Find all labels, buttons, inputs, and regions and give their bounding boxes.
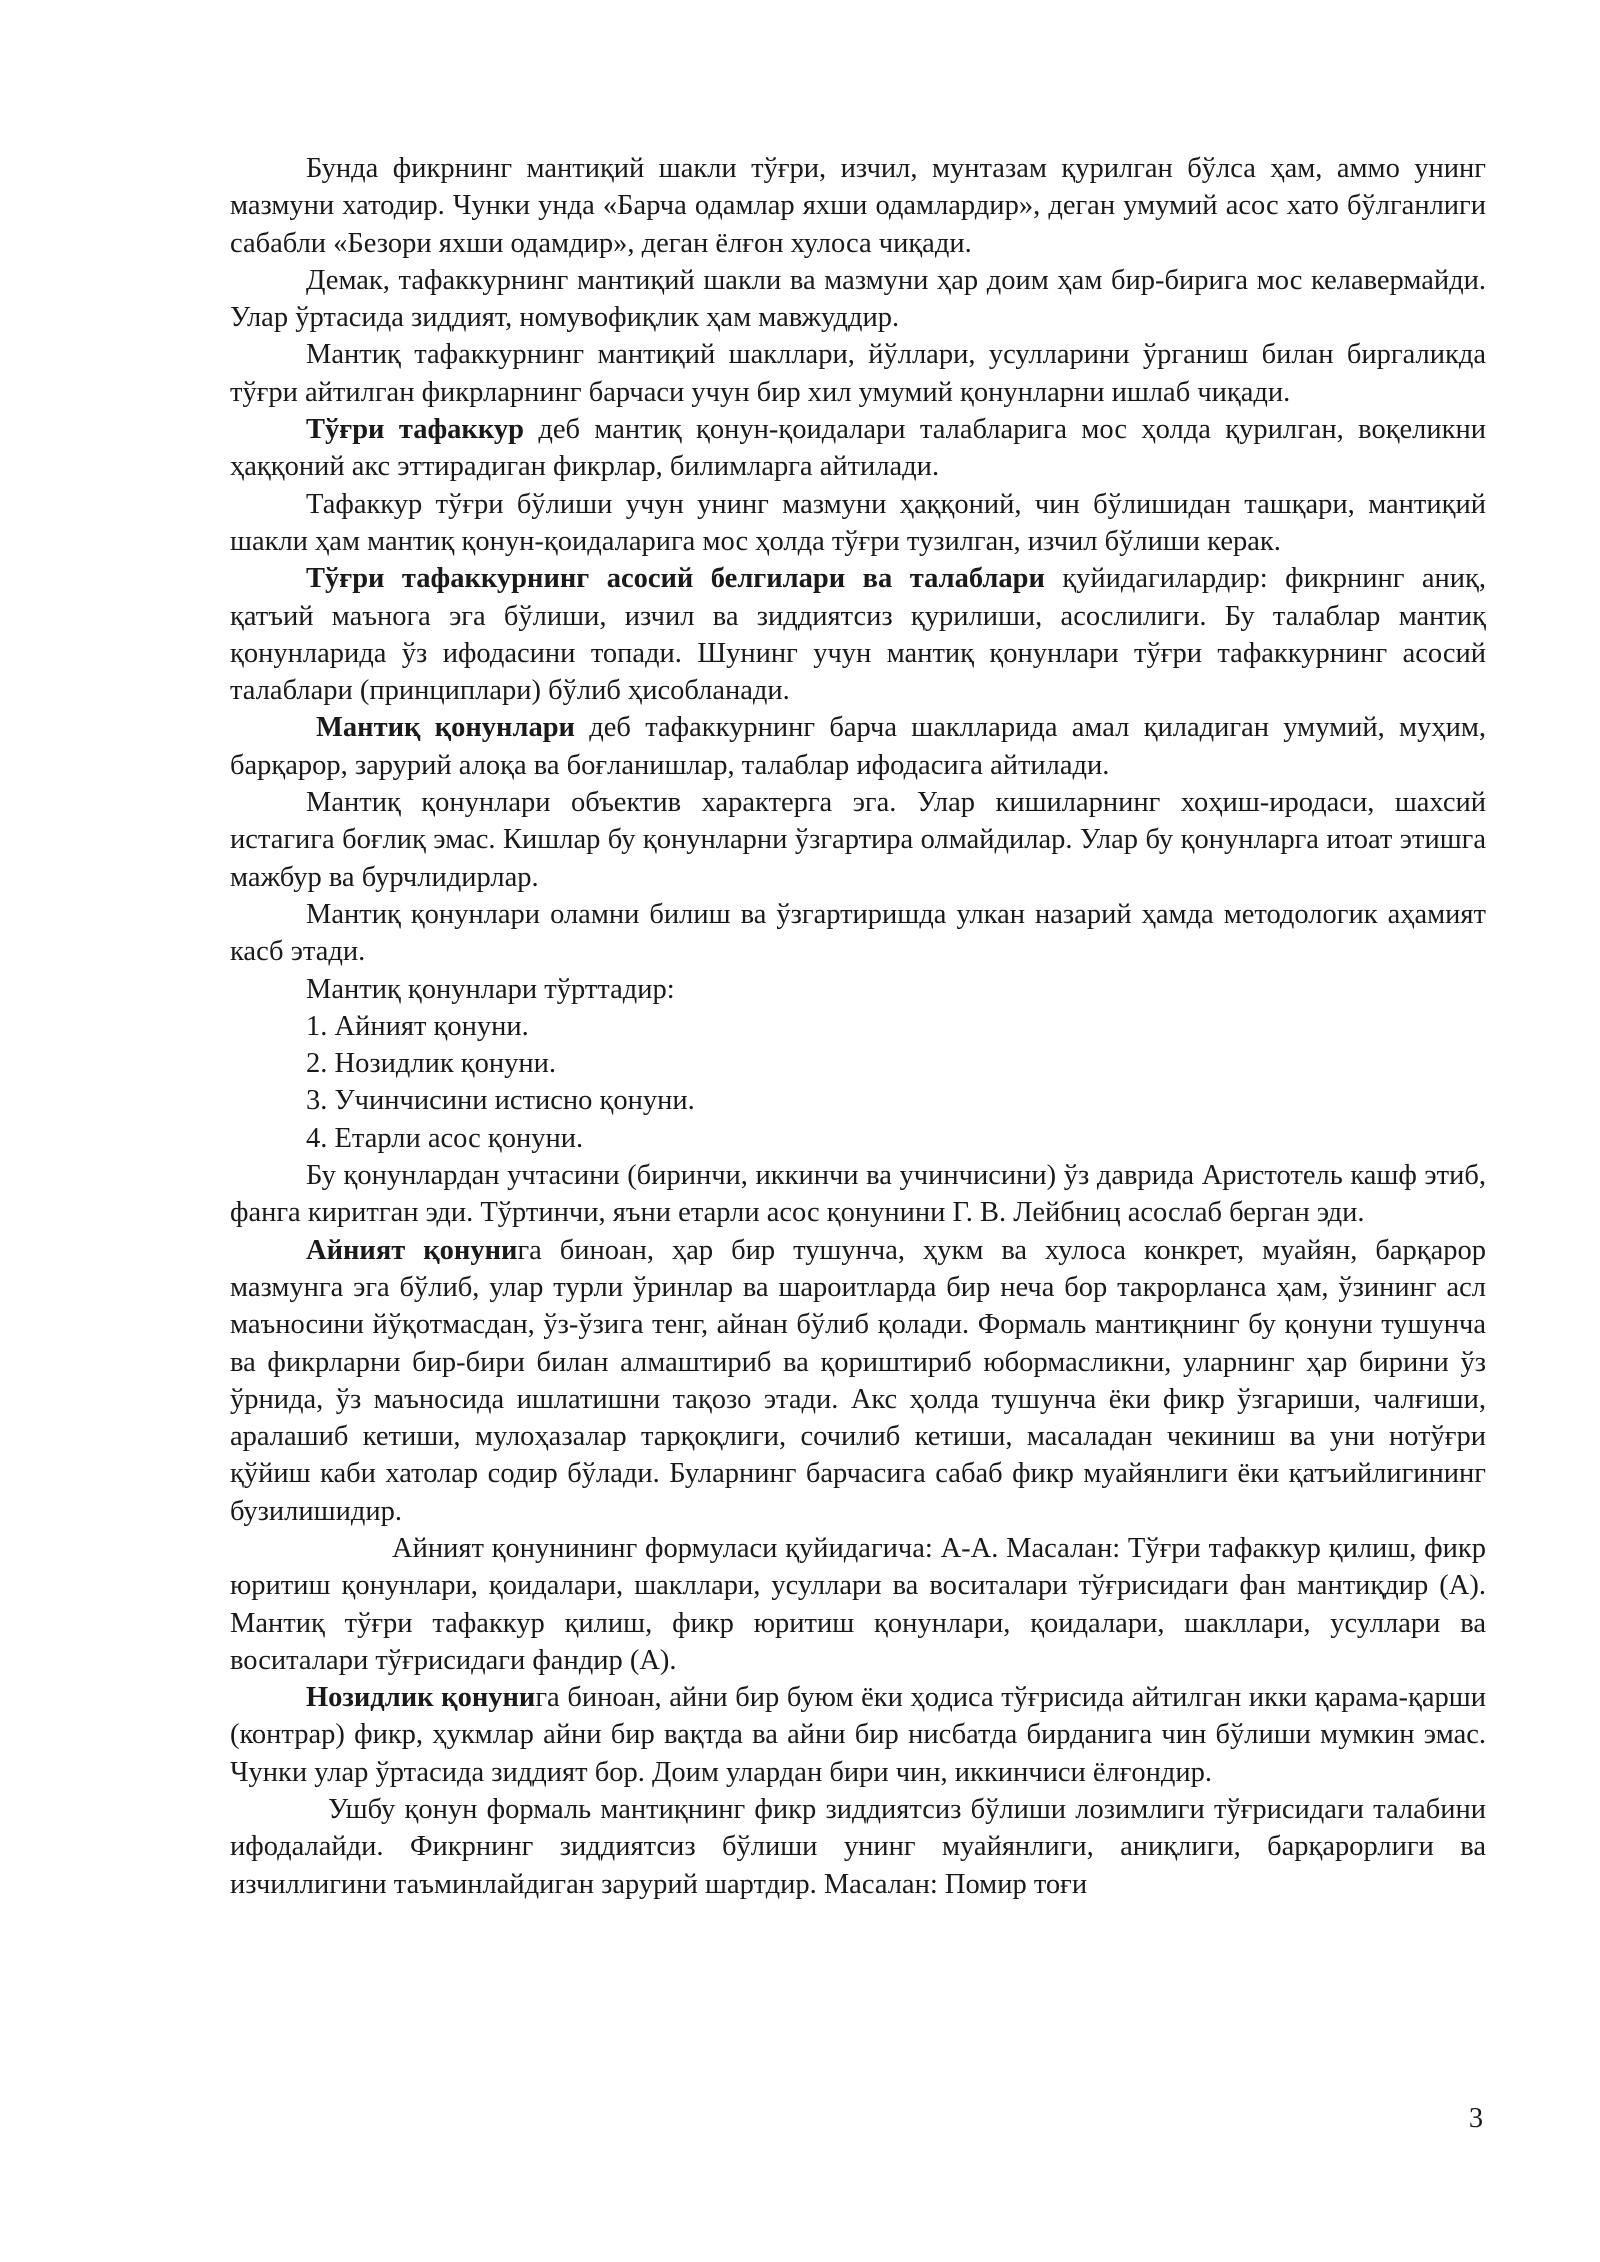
bold-term: Нозидлик қонуни: [306, 1682, 536, 1714]
paragraph: Бу қонунлардан учтасини (биринчи, иккинчи ва учинчисини) ўз даврида Аристотель кашф этиб, фанга киритган эди. Тўртинчи, яъни етарли асос қонунини Г. В. Лейбниц асослаб берган эди.: [230, 1160, 1486, 1229]
paragraph-text: га биноан, ҳар бир тушунча, ҳукм ва хулоса конкрет, муайян, барқарор мазмунга эга бўлиб, улар турли ўринлар ва шароитларда бир неча бор такрорланса ҳам, ўзининг асл маъносини йўқотмасдан, ўз-ўзига тенг, айнан бўлиб қолади. Формаль мантиқнинг бу қонуни тушунча ва фикрларни бир-бири билан алмаштириб ва қориштириб юбормасликни, уларнинг ҳар бирини ўз ўрнида, ўз маъносида ишлатишни тақозо этади. Акс ҳолда тушунча ёки фикр ўзгариши, чалғиши, аралашиб кетиши, мулоҳазалар тарқоқлиги, сочилиб кетиши, масаладан чекиниш ва уни нотўғри қўйиш каби хатолар содир бўлади. Буларнинг барчасига сабаб фикр муайянлиги ёки қатъийлигининг бузилишидир.: [230, 1234, 1486, 1527]
paragraph: [230, 560, 1486, 709]
paragraph: Бунда фикрнинг мантиқий шакли тўғри, изчил, мунтазам қурилган бўлса ҳам, аммо унинг мазмуни хатодир. Чунки унда «Барча одамлар яхши одамлардир», деган умумий асос хато бўлганлиги сабабли «Безори яхши одамдир», деган ёлғон хулоса чиқади.: [230, 153, 1486, 259]
paragraph-text: деб тафаккурнинг барча шаклларида амал қиладиган умумий, муҳим, барқарор, зарурий алоқа ва боғланишлар, талаблар ифодасига айтилади.: [230, 712, 1486, 781]
paragraph: Мантиқ тафаккурнинг мантиқий шакллари, йўллари, усулларини ўрганиш билан биргаликда тўғри айтилган фикрларнинг барчаси учун бир хил умумий қонунларни ишлаб чиқади.: [230, 339, 1486, 408]
list-item: 4. Етарли асос қонуни.: [306, 1122, 584, 1154]
document-page: [230, 150, 1486, 1903]
paragraph: Тафаккур тўғри бўлиши учун унинг мазмуни ҳаққоний, чин бўлишидан ташқари, мантиқий шакли ҳам мантиқ қонун-қоидаларига мос ҳолда тўғри тузилган, изчил бўлиши керак.: [230, 488, 1486, 557]
paragraph: Ушбу қонун формаль мантиқнинг фикр зиддиятсиз бўлиши лозимлиги тўғрисидаги талабини ифодалайди. Фикрнинг зиддиятсиз бўлиши унинг муайянлиги, аниқлиги, барқарорлиги ва изчиллигини таъминлайдиган зарурий шартдир. Масалан: Помир тоғи: [230, 1794, 1486, 1900]
list-item: 3. Учинчисини истисно қонуни.: [306, 1085, 695, 1117]
page-number: 3: [1468, 2103, 1484, 2134]
bold-term: Айният қонуни: [306, 1234, 518, 1266]
paragraph: Мантиқ қонунлари тўрттадир:: [306, 973, 675, 1005]
paragraph: [230, 1232, 1486, 1530]
bold-term: Тўғри тафаккур: [306, 414, 524, 446]
paragraph: Мантиқ қонунлари объектив характерга эга. Улар кишиларнинг хоҳиш-иродаси, шахсий истагига боғлиқ эмас. Кишлар бу қонунларни ўзгартира олмайдилар. Улар бу қонунларга итоат этишга мажбур ва бурчлидирлар.: [230, 787, 1486, 893]
bold-term: Тўғри тафаккурнинг асосий белгилари ва талаблари: [306, 563, 1045, 595]
paragraph-text: га биноан, айни бир буюм ёки ҳодиса тўғрисида айтилган икки қарама-қарши (контрар) фикр, ҳукмлар айни бир вақтда ва айни бир нисбатда бирданига чин бўлиши мумкин эмас. Чунки улар ўртасида зиддият бор. Доим улардан бири чин, иккинчиси ёлғондир.: [230, 1682, 1486, 1788]
paragraph: [230, 1679, 1486, 1791]
paragraph-text: қуйидагилардир: фикрнинг аниқ, қатъий маъногa эга бўлиши, изчил ва зиддиятсиз қурилиши, асослилиги. Бу талаблар мантиқ қонунларида ўз ифодасини топади. Шунинг учун мантиқ қонунлари тўғри тафаккурнинг асосий талаблари (принциплари) бўлиб ҳисобланади.: [230, 563, 1486, 707]
paragraph: [230, 709, 1486, 784]
paragraph: Демак, тафаккурнинг мантиқий шакли ва мазмуни ҳар доим ҳам бир-бирига мос келавермайди. Улар ўртасида зиддият, номувофиқлик ҳам мавжуддир.: [230, 264, 1486, 334]
paragraph-text: деб мантиқ қонун-қоидалари талабларига мос ҳолда қурилган, воқеликни ҳаққоний акс эттирадиган фикрлар, билимларга айтилади.: [230, 414, 1487, 483]
list-item: 2. Нозидлик қонуни.: [306, 1048, 557, 1080]
bold-term: Мантиқ қонунлари: [316, 712, 575, 744]
list-item: 1. Айният қонуни.: [306, 1010, 529, 1042]
paragraph: Айният қонунининг формуласи қуйидагича: А-А. Масалан: Тўғри тафаккур қилиш, фикр юритиш қонунлари, қоидалари, шакллари, усуллари ва воситалари тўғрисидаги фан мантиқдир (А). Мантиқ тўғри тафаккур қилиш, фикр юритиш қонунлари, қоидалари, шакллари, усуллари ва воситалари тўғрисидаги фандир (А).: [230, 1532, 1486, 1676]
paragraph: [230, 411, 1486, 486]
paragraph: Мантиқ қонунлари оламни билиш ва ўзгартиришда улкан назарий ҳамда методологик аҳамият касб этади.: [230, 898, 1486, 968]
